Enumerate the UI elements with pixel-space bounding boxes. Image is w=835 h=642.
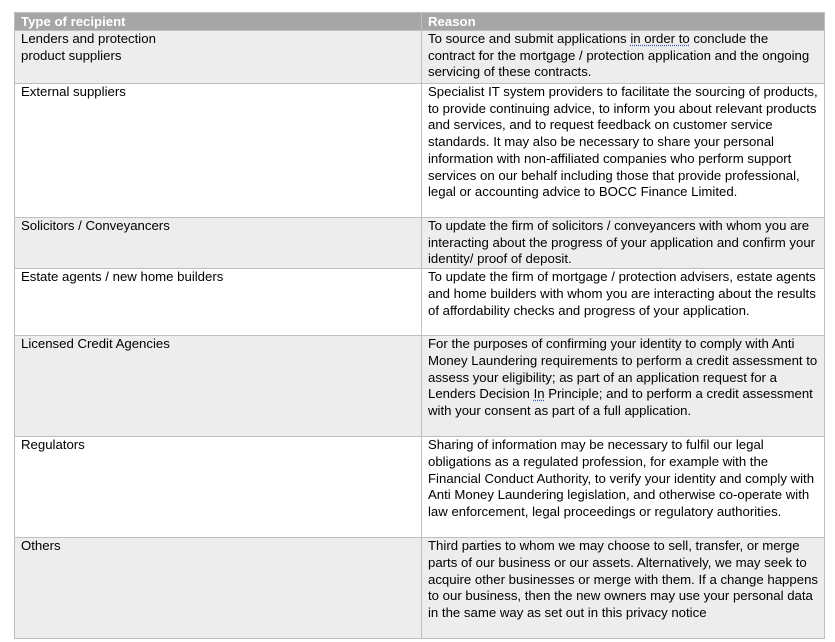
reason-cell [422,336,825,437]
reason-cell: To update the firm of mortgage / protection advisers, estate agents and home builders with whom you are interacting about the results of affordability checks and progress of your application. [422,269,825,336]
table-header-row [15,13,825,31]
header-reason: Reason [422,13,825,31]
recipient-cell: Licensed Credit Agencies [15,336,422,437]
recipient-cell: Others [15,538,422,639]
recipient-cell: External suppliers [15,84,422,218]
recipient-cell: Regulators [15,437,422,538]
reason-cell: Third parties to whom we may choose to sell, transfer, or merge parts of our business or our assets. Alternatively, we may seek to acquire other businesses or merge with them. If a change happens to our business, then the new owners may use your personal data in the same way as set out in this privacy notice [422,538,825,639]
table-row [15,437,825,538]
table-row [15,31,825,84]
reason-text: To source and submit applications [428,31,631,46]
reason-text: For the purposes of confirming your identity to comply with Anti Money Laundering requirements to perform a credit assessment to assess your eligibility; as part of an application request for a Lenders Decision [428,336,818,402]
reason-cell: Sharing of information may be necessary to fulfil our legal obligations as a regulated profession, for example with the Financial Conduct Authority, to verify your identity and comply with Anti Money Laundering legislation, and otherwise co-operate with law enforcement, legal proceedings or regulatory authorities. [422,437,825,538]
recipient-cell: Solicitors / Conveyancers [15,218,422,269]
reason-cell: Specialist IT system providers to facilitate the sourcing of products, to provide continuing advice, to inform you about relevant products and services, and to request feedback on customer service standards. It may also be necessary to share your personal information with non-affiliated companies who perform support services on our behalf including those that provide professional, legal or accounting advice to BOCC Finance Limited. [422,84,825,218]
reason-text: conclude the contract for the mortgage / protection application and the ongoing servicing of these contracts. [428,31,810,80]
table-row [15,336,825,437]
table-row [15,218,825,269]
table-row [15,84,825,218]
recipient-cell: Estate agents / new home builders [15,269,422,336]
table-row [15,269,825,336]
reason-text: Principle; and to perform a credit assessment with your consent as part of a full application. [428,386,813,418]
recipients-table [14,12,825,639]
reason-marked-text: in order to [630,31,690,46]
header-type-of-recipient: Type of recipient [15,13,422,31]
reason-cell [422,31,825,84]
table-row [15,538,825,639]
reason-cell: To update the firm of solicitors / conveyancers with whom you are interacting about the progress of your application and confirm your identity/ proof of deposit. [422,218,825,269]
recipients-table-container [14,12,824,639]
recipient-cell: Lenders and protection product suppliers [15,31,422,84]
reason-marked-text: In [533,386,545,402]
